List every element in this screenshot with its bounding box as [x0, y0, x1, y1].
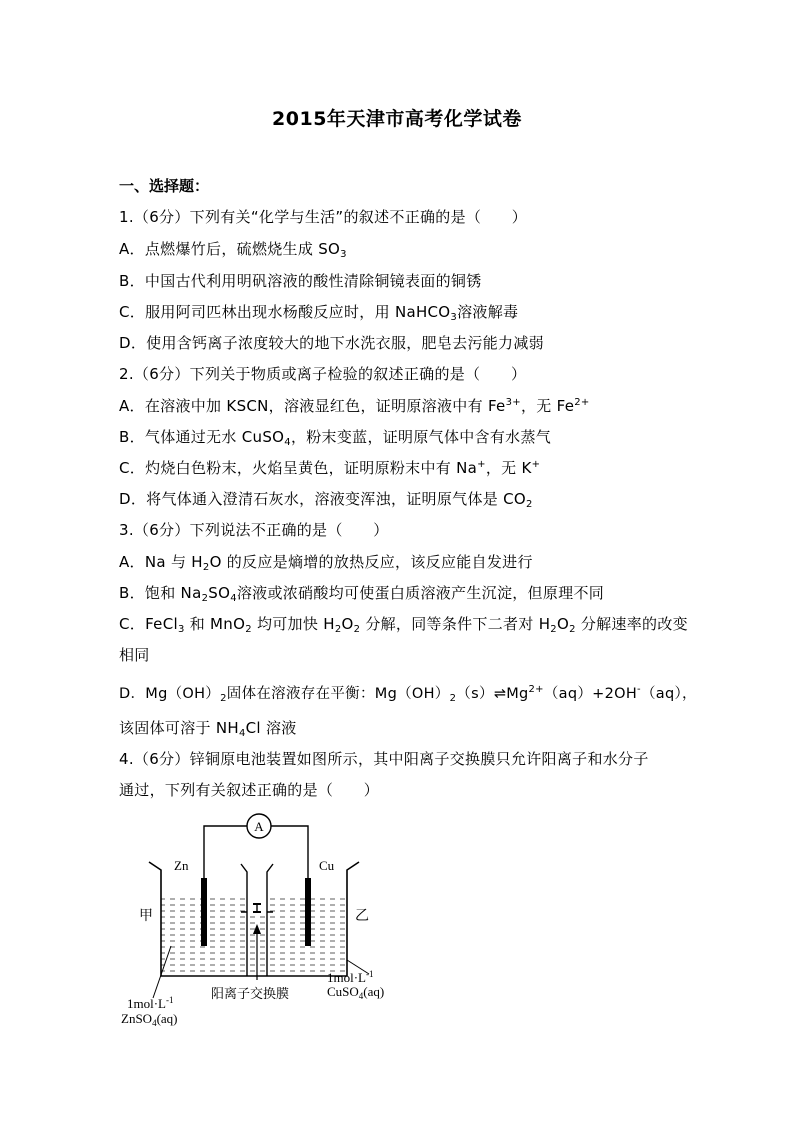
question-3-option-c-continued: 相同: [119, 646, 150, 664]
question-3-option-b: B．饱和 $Na_2SO_4$溶液或浓硝酸均可使蛋白质溶液产生沉淀，但原理不同: [119, 584, 605, 604]
question-1-option-d: D．使用含钙离子浓度较大的地下水洗衣服，肥皂去污能力减弱: [119, 334, 544, 352]
question-3-option-c: C．FeCl$_3$ 和 MnO$_2$ 均可加快 $H_2O_2$ 分解，同等条件下二者对 $H_2O_2$ 分解速率的改变: [119, 615, 688, 635]
right-concentration-label: $1mol\cdot L^{-1}$: [327, 969, 374, 985]
page-title: 2015年天津市高考化学试卷: [272, 108, 522, 130]
cu-electrode: [305, 878, 311, 946]
cu-label: Cu: [319, 858, 335, 873]
zn-label: Zn: [174, 858, 189, 873]
question-3-option-d: D．$Mg(OH)_2$固体在溶液存在平衡：$Mg(OH)_2(s)\rightleftharpoons Mg^{2+}(aq)+2OH^-(aq)$，: [119, 684, 697, 704]
question-2-stem: 2.（6分）下列关于物质或离子检验的叙述正确的是（ ）: [119, 365, 527, 383]
question-3-option-d-continued: 该固体可溶于 $NH_4Cl$ 溶液: [119, 719, 297, 739]
galvanic-cell-svg: [119, 812, 419, 1042]
left-concentration-label: $1mol\cdot L^{-1}$: [127, 995, 174, 1011]
zn-electrode: [201, 878, 207, 946]
question-2-option-b: B．气体通过无水 CuSO$_4$，粉末变蓝，证明原气体中含有水蒸气: [119, 428, 552, 448]
left-cell-label: 甲: [139, 908, 153, 924]
question-3-option-a: A．Na 与 $H_2O$ 的反应是熵增的放热反应，该反应能自发进行: [119, 553, 533, 573]
question-4-stem-line-2: 通过，下列有关叙述正确的是（ ）: [119, 781, 380, 799]
question-3-stem: 3.（6分）下列说法不正确的是（ ）: [119, 521, 389, 539]
question-1-stem: 1.（6分）下列有关“化学与生活”的叙述不正确的是（ ）: [119, 208, 528, 226]
question-4-stem-line-1: 4.（6分）锌铜原电池装置如图所示，其中阳离子交换膜只允许阳离子和水分子: [119, 750, 649, 768]
question-2-option-a: A．在溶液中加 KSCN，溶液显红色，证明原溶液中有 $Fe^{3+}$，无 $Fe^{2+}$: [119, 397, 590, 415]
right-cell-label: 乙: [355, 908, 369, 924]
section-heading: 一、选择题：: [119, 177, 210, 195]
left-solution-label: ZnSO$_4$(aq): [121, 1011, 178, 1028]
question-2-option-d: D．将气体通入澄清石灰水，溶液变浑浊，证明原气体是 $CO_2$: [119, 490, 533, 510]
ammeter-label: A: [254, 819, 264, 834]
question-1-option-b: B．中国古代利用明矾溶液的酸性清除铜镜表面的铜锈: [119, 272, 482, 290]
right-solution-label: CuSO$_4$(aq): [327, 984, 385, 1001]
question-1-option-a: A．点燃爆竹后，硫燃烧生成 $SO_3$: [119, 240, 347, 260]
question-2-option-c: C．灼烧白色粉末，火焰呈黄色，证明原粉末中有 Na+，无 K+: [119, 459, 541, 477]
galvanic-cell-diagram: [119, 812, 419, 1042]
question-1-option-c: C．服用阿司匹林出现水杨酸反应时，用 NaHCO$_3$溶液解毒: [119, 303, 519, 323]
membrane-label: 阳离子交换膜: [211, 987, 290, 1002]
